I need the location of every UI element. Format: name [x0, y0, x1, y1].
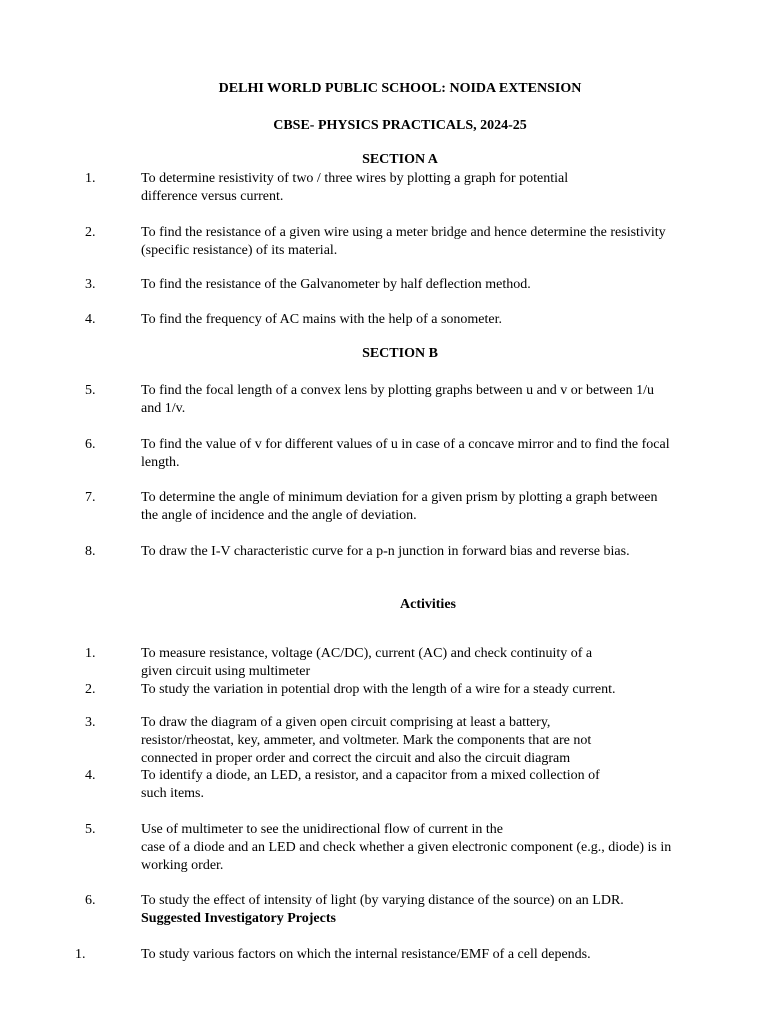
item-line: To find the resistance of a given wire using a meter bridge and hence determine the resistivity	[141, 225, 666, 240]
item-line: difference versus current.	[141, 189, 284, 204]
item-text	[141, 946, 731, 964]
item-line: connected in proper order and correct the circuit and also the circuit diagram	[141, 751, 571, 766]
item-text	[141, 767, 731, 803]
item-number: 8.	[85, 544, 96, 559]
item-line: given circuit using multimeter	[141, 664, 311, 679]
item-line: To determine the angle of minimum deviation for a given prism by plotting a graph between	[141, 490, 658, 505]
section-a-heading: SECTION A	[362, 152, 438, 167]
item-number: 2.	[85, 682, 96, 697]
item-line: and 1/v.	[141, 401, 186, 416]
item-line: To find the focal length of a convex lens by plotting graphs between u and v or between 1/u	[141, 383, 654, 398]
item-line: (specific resistance) of its material.	[141, 243, 338, 258]
item-line: To determine resistivity of two / three wires by plotting a graph for potential	[141, 171, 569, 186]
item-text	[141, 170, 731, 206]
item-line: resistor/rheostat, key, ammeter, and voltmeter. Mark the components that are not	[141, 733, 592, 748]
item-line: length.	[141, 455, 180, 470]
item-line: To draw the diagram of a given open circuit comprising at least a battery,	[141, 715, 551, 730]
item-line: working order.	[141, 858, 224, 873]
item-text	[141, 224, 731, 260]
item-line: To draw the I-V characteristic curve for a p-n junction in forward bias and reverse bias.	[141, 544, 630, 559]
item-line: To study the variation in potential drop with the length of a wire for a steady current.	[141, 682, 616, 697]
school-title: DELHI WORLD PUBLIC SCHOOL: NOIDA EXTENSION	[218, 81, 582, 96]
item-line: To study various factors on which the internal resistance/EMF of a cell depends.	[141, 947, 591, 962]
item-text	[141, 382, 731, 418]
item-line: To find the value of v for different values of u in case of a concave mirror and to find the focal	[141, 437, 670, 452]
item-number: 2.	[85, 225, 96, 240]
document-subtitle: CBSE- PHYSICS PRACTICALS, 2024-25	[273, 118, 527, 133]
item-text	[141, 714, 731, 768]
item-line: To find the frequency of AC mains with the help of a sonometer.	[141, 312, 502, 327]
item-text	[141, 311, 731, 329]
section-b-heading: SECTION B	[362, 346, 438, 361]
item-text	[141, 276, 731, 294]
item-line: To measure resistance, voltage (AC/DC), current (AC) and check continuity of a	[141, 646, 593, 661]
item-number: 1.	[85, 646, 96, 661]
activities-heading: Activities	[400, 597, 456, 612]
item-line: Use of multimeter to see the unidirectional flow of current in the	[141, 822, 503, 837]
item-line: such items.	[141, 786, 204, 801]
item-text	[141, 543, 731, 561]
projects-heading: Suggested Investigatory Projects	[141, 911, 336, 926]
item-line: To study the effect of intensity of light (by varying distance of the source) on an LDR.	[141, 893, 624, 908]
item-text	[141, 489, 731, 525]
item-number: 1.	[85, 171, 96, 186]
item-text	[141, 681, 731, 699]
item-line: To identify a diode, an LED, a resistor, and a capacitor from a mixed collection of	[141, 768, 600, 783]
item-number: 4.	[85, 768, 96, 783]
item-number: 5.	[85, 822, 96, 837]
item-text	[141, 892, 731, 910]
item-text	[141, 436, 731, 472]
item-number: 3.	[85, 715, 96, 730]
item-number: 4.	[85, 312, 96, 327]
item-text	[141, 821, 731, 875]
item-line: To find the resistance of the Galvanometer by half deflection method.	[141, 277, 531, 292]
item-number: 1.	[75, 947, 86, 962]
item-line: case of a diode and an LED and check whether a given electronic component (e.g., diode) is in	[141, 840, 672, 855]
item-number: 6.	[85, 437, 96, 452]
item-text	[141, 645, 731, 681]
item-number: 3.	[85, 277, 96, 292]
item-number: 6.	[85, 893, 96, 908]
item-line: the angle of incidence and the angle of deviation.	[141, 508, 417, 523]
item-number: 5.	[85, 383, 96, 398]
item-number: 7.	[85, 490, 96, 505]
